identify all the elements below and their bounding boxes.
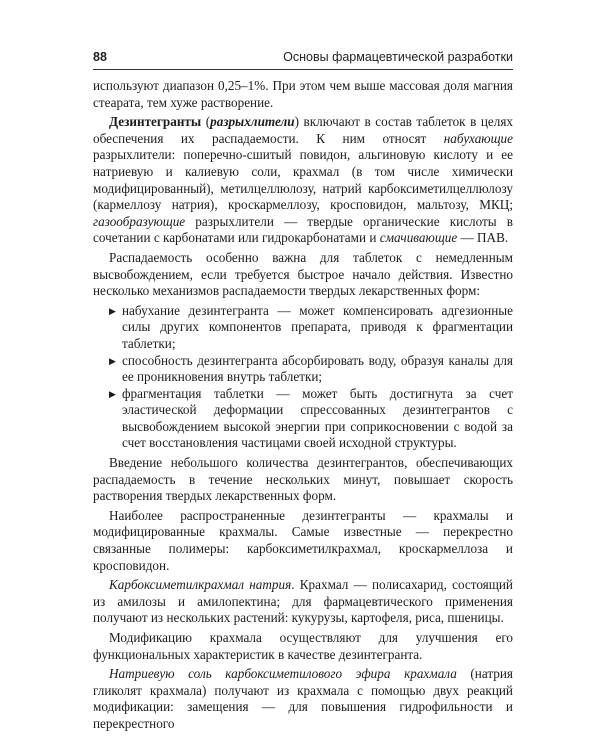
paragraph-disintegration: Распадаемость особенно важна для таблеток с немедленным высвобождением, если требуется быстрое начало действия. Известно несколько механизмов распадаемости твердых лекарственных форм: <box>93 249 513 299</box>
text-segment: разрыхлители: поперечно-сшитый повидон, альгиновую кислоту и ее натриевую и калиевую соли, крахмал (в том числе химически модифицированный), метилцеллюлозу, натрий карбоксиметилцеллюлозу (кармеллозу натрия), кроскармеллозу, кросповидон, мальтозу, МКЦ; <box>93 147 513 213</box>
term-swelling: набухающие <box>443 130 513 146</box>
list-item: ▶ фрагментация таблетки — может быть достигнута за счет эластической деформации спрессованных дезинтегрантов с высвобождением высокой энергии при соприкосновении с водой за счет восстановления частицами своей исходной структуры. <box>109 385 513 451</box>
page-number: 88 <box>93 50 107 64</box>
triangle-bullet-icon: ▶ <box>109 355 116 366</box>
paragraph-introduction: Введение небольшого количества дезинтегрантов, обеспечивающих распадаемость в течение нескольких минут, повышает скорость растворения твердых лекарственных форм. <box>93 455 513 504</box>
paragraph-sodium-salt: Натриевую соль карбоксиметилового эфира крахмала (натрия гликолят крахмала) получают из крахмала с помощью двух реакций модификации: замещения — для повышения гидрофильности и перекрестного <box>93 666 513 731</box>
term-carboxymethyl-starch: Карбоксиметилкрахмал натрия <box>109 577 292 593</box>
text-segment: включают в состав таблеток в целях обеспечения их распадаемости. К ним относят <box>93 114 513 146</box>
text-segment: — ПАВ. <box>457 230 509 246</box>
paren-close: ) <box>294 114 300 130</box>
term-loosening-agents: разрыхлители <box>210 114 295 130</box>
term-sodium-salt: Натриевую соль карбоксиметилового эфира крахмала <box>109 666 457 682</box>
term-wetting: смачивающие <box>379 230 458 246</box>
triangle-bullet-icon: ▶ <box>109 305 116 316</box>
paragraph-carboxymethyl-starch: Карбоксиметилкрахмал натрия. Крахмал — полисахарид, состоящий из амилозы и амилопектина; для фармацевтического применения получают из нескольких растений: кукурузы, картофеля, риса, пшеницы. <box>93 577 513 626</box>
running-title: Основы фармацевтической разработки <box>283 50 513 64</box>
term-gas-forming: газообразующие <box>93 213 186 229</box>
paragraph-continuation: используют диапазон 0,25–1%. При этом чем выше массовая доля магния стеарата, тем хуже растворение. <box>93 78 513 110</box>
list-item: ▶ способность дезинтегранта абсорбировать воду, образуя каналы для ее проникновения внутрь таблетки; <box>109 352 513 385</box>
triangle-bullet-icon: ▶ <box>109 388 116 399</box>
paragraph-disintegrants <box>93 114 513 247</box>
paragraph-modification: Модификацию крахмала осуществляют для улучшения его функциональных характеристик в качестве дезинтегранта. <box>93 630 513 662</box>
paragraph-common-disintegrants: Наиболее распространенные дезинтегранты — крахмалы и модифицированные крахмалы. Самые известные — перекрестно связанные полимеры: карбоксиметилкрахмал, кроскармеллоза и кросповидон. <box>93 507 513 573</box>
paren-open: ( <box>201 114 211 130</box>
mechanism-list <box>93 303 513 452</box>
list-item: ▶ набухание дезинтегранта — может компенсировать адгезионные силы других компонентов препарата, приводя к фрагментации таблетки; <box>109 302 513 351</box>
term-disintegrants: Дезинтегранты <box>109 114 202 130</box>
running-header <box>93 47 513 70</box>
text-segment: разрыхлители — твердые органические кислоты в сочетании с карбонатами или гидрокарбонатами и <box>93 213 513 246</box>
body-text <box>93 78 513 736</box>
